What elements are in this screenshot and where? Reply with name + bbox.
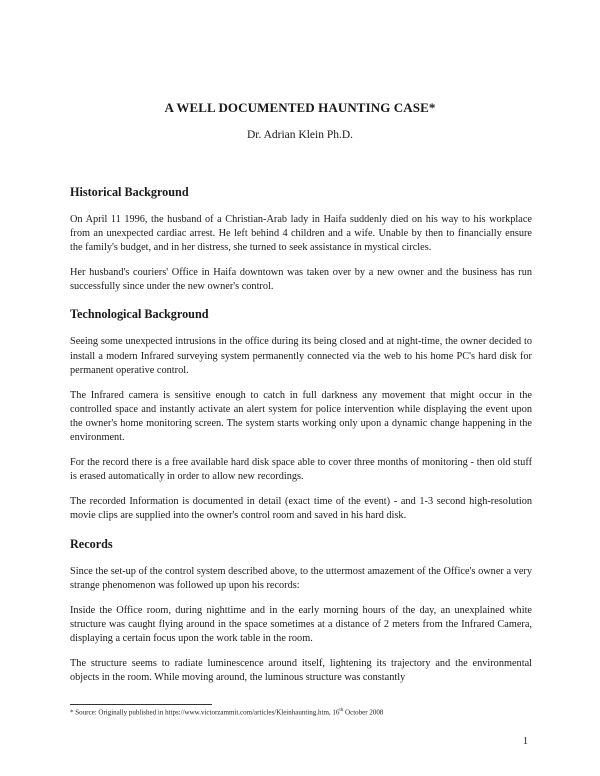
footnote-text-end: October 2008 [343, 708, 384, 717]
paragraph: Her husband's couriers' Office in Haifa downtown was taken over by a new owner and the business has run successfully since under the new owner's control. [70, 267, 532, 293]
paragraph: Seeing some unexpected intrusions in the office during its being closed and at night-time, the owner decided to install a modern Infrared surveying system permanently connected via the web to his home PC's hard disk for permanent operative control. [70, 336, 532, 376]
footnote-marker: * [70, 708, 74, 717]
document-body [70, 185, 532, 685]
page-number: 1 [523, 736, 528, 747]
footnote-divider [70, 704, 212, 705]
paragraph: The Infrared camera is sensitive enough to catch in full darkness any movement that might occur in the controlled space and instantly activate an alert system for police intervention while displaying the event upon the owner's home monitoring screen. The system starts working only upon a dynamic change happening in the environment. [70, 389, 532, 444]
paragraph: Inside the Office room, during nighttime and in the early morning hours of the day, an unexplained white structure was caught flying around in the space sometimes at a distance of 2 meters from the Infrared Camera, displaying a certain focus upon the work table in the room. [70, 604, 532, 644]
paragraph: For the record there is a free available hard disk space able to cover three months of monitoring - then old stuff is erased automatically in order to allow new recordings. [70, 457, 532, 483]
section-heading: Technological Background [70, 307, 209, 322]
paragraph: On April 11 1996, the husband of a Christian-Arab lady in Haifa suddenly died on his way to his workplace from an unexpected cardiac arrest. He left behind 4 children and a wife. Unable by then to financially ensure the family's budget, and in her distress, she turned to seek assistance in mystical circles. [70, 214, 532, 254]
paragraph: The recorded Information is documented in detail (exact time of the event) - and 1-3 second high-resolution movie clips are supplied into the owner's control room and saved in his hard disk. [70, 496, 532, 522]
paragraph: The structure seems to radiate luminescence around itself, lightening its trajectory and the environmental objects in the room. While moving around, the luminous structure was constantly [70, 657, 532, 684]
section-heading: Records [70, 536, 113, 551]
footnote-superscript: th [339, 708, 344, 713]
section-heading: Historical Background [70, 185, 189, 199]
section-records [70, 537, 532, 686]
section-historical-background [70, 185, 532, 294]
section-technological-background [70, 307, 532, 523]
paragraph: Since the set-up of the control system described above, to the uttermost amazement of the Office's owner a very strange phenomenon was followed up upon his records: [70, 565, 532, 591]
footnote-text: Source: Originally published in https://www.victorzammit.com/articles/Kleinhaunting.htm, 16 [73, 708, 340, 717]
footnote [70, 706, 540, 717]
document-title: A WELL DOCUMENTED HAUNTING CASE* [164, 100, 436, 115]
document-author: Dr. Adrian Klein Ph.D. [246, 129, 354, 141]
